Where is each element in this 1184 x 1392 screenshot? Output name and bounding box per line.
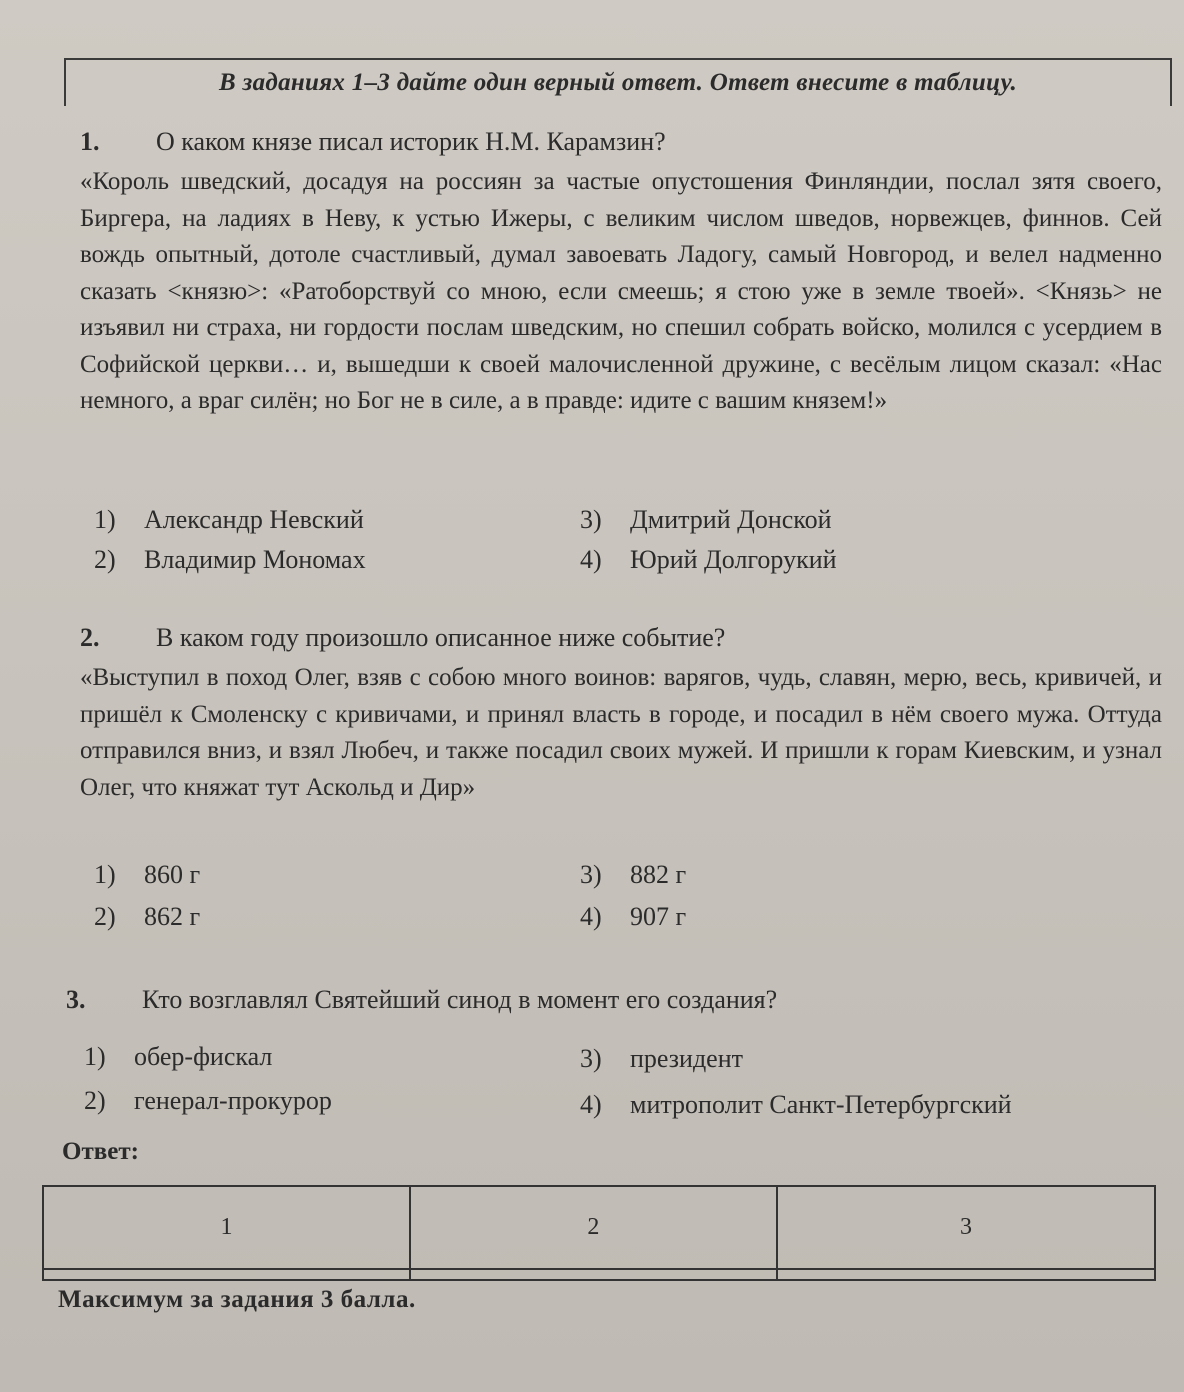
option-2[interactable]: 2) Владимир Мономах bbox=[94, 545, 366, 574]
option-3[interactable]: 3) Дмитрий Донской bbox=[580, 505, 832, 534]
question-number: 3. bbox=[66, 985, 86, 1014]
answer-table bbox=[42, 1185, 1156, 1281]
answer-label: Ответ: bbox=[62, 1138, 139, 1165]
question-number: 1. bbox=[80, 127, 100, 156]
option-4[interactable]: 4) митрополит Санкт-Петербургский bbox=[580, 1090, 1012, 1119]
option-4[interactable]: 4) Юрий Долгорукий bbox=[580, 545, 837, 574]
option-2[interactable]: 2) генерал-прокурор bbox=[84, 1086, 332, 1115]
question-passage: «Выступил в поход Олег, взяв с собою много воинов: варягов, чудь, славян, мерю, весь, кривичей, и пришёл к Смоленску с кривичами, и принял власть в городе, и посадил в нём своего мужа. Оттуда отправился вниз, и взял Любеч, и также посадил своих мужей. И пришли к горам Киевским, и узнал Олег, что княжат тут Аскольд и Дир» bbox=[80, 664, 1162, 801]
answer-cell-1[interactable] bbox=[43, 1269, 410, 1280]
answer-cell-2[interactable] bbox=[410, 1269, 777, 1280]
answer-header-cell: 2 bbox=[410, 1186, 777, 1269]
answer-header-cell: 1 bbox=[43, 1186, 410, 1269]
option-1[interactable]: 1) обер-фискал bbox=[84, 1042, 273, 1071]
option-1[interactable]: 1) Александр Невский bbox=[94, 505, 364, 534]
answer-cell-3[interactable] bbox=[777, 1269, 1155, 1280]
answer-input-row bbox=[43, 1269, 1155, 1280]
option-4[interactable]: 4) 907 г bbox=[580, 902, 687, 931]
option-1[interactable]: 1) 860 г bbox=[94, 860, 201, 889]
max-points-note: Максимум за задания 3 балла. bbox=[58, 1286, 416, 1313]
option-3[interactable]: 3) президент bbox=[580, 1044, 744, 1073]
question-1 bbox=[80, 124, 1162, 420]
question-text: О каком князе писал историк Н.М. Карамзин? bbox=[156, 127, 666, 156]
instruction-box: В заданиях 1–3 дайте один верный ответ. Ответ внесите в таблицу. bbox=[64, 58, 1172, 102]
option-3[interactable]: 3) 882 г bbox=[580, 860, 687, 889]
option-2[interactable]: 2) 862 г bbox=[94, 902, 201, 931]
answer-header-cell: 3 bbox=[777, 1186, 1155, 1269]
answer-header-row bbox=[43, 1186, 1155, 1269]
question-number: 2. bbox=[80, 623, 100, 652]
question-2 bbox=[80, 620, 1162, 806]
question-text: В каком году произошло описанное ниже событие? bbox=[156, 623, 726, 652]
question-text: Кто возглавлял Святейший синод в момент его создания? bbox=[142, 985, 778, 1014]
question-3 bbox=[66, 982, 1148, 1018]
question-passage: «Король шведский, досадуя на россиян за частые опустошения Финляндии, послал зятя своего, Биргера, на ладиях в Неву, к устью Ижеры, с великим числом шведов, норвежцев, финнов. Сей вождь опытный, дотоле счастливый, думал завоевать Ладогу, самый Новгород, и велел надменно сказать <князю>: «Ратоборствуй со мною, если смеешь; я стою уже в земле твоей». <Князь> не изъявил ни страха, ни гордости послам шведским, но спешил собрать войско, молился с усердием в Софийской церкви… и, вышедши к своей малочисленной дружине, с весёлым лицом сказал: «Нас немного, а враг силён; но Бог не в силе, а в правде: идите с вашим князем!» bbox=[80, 168, 1162, 414]
